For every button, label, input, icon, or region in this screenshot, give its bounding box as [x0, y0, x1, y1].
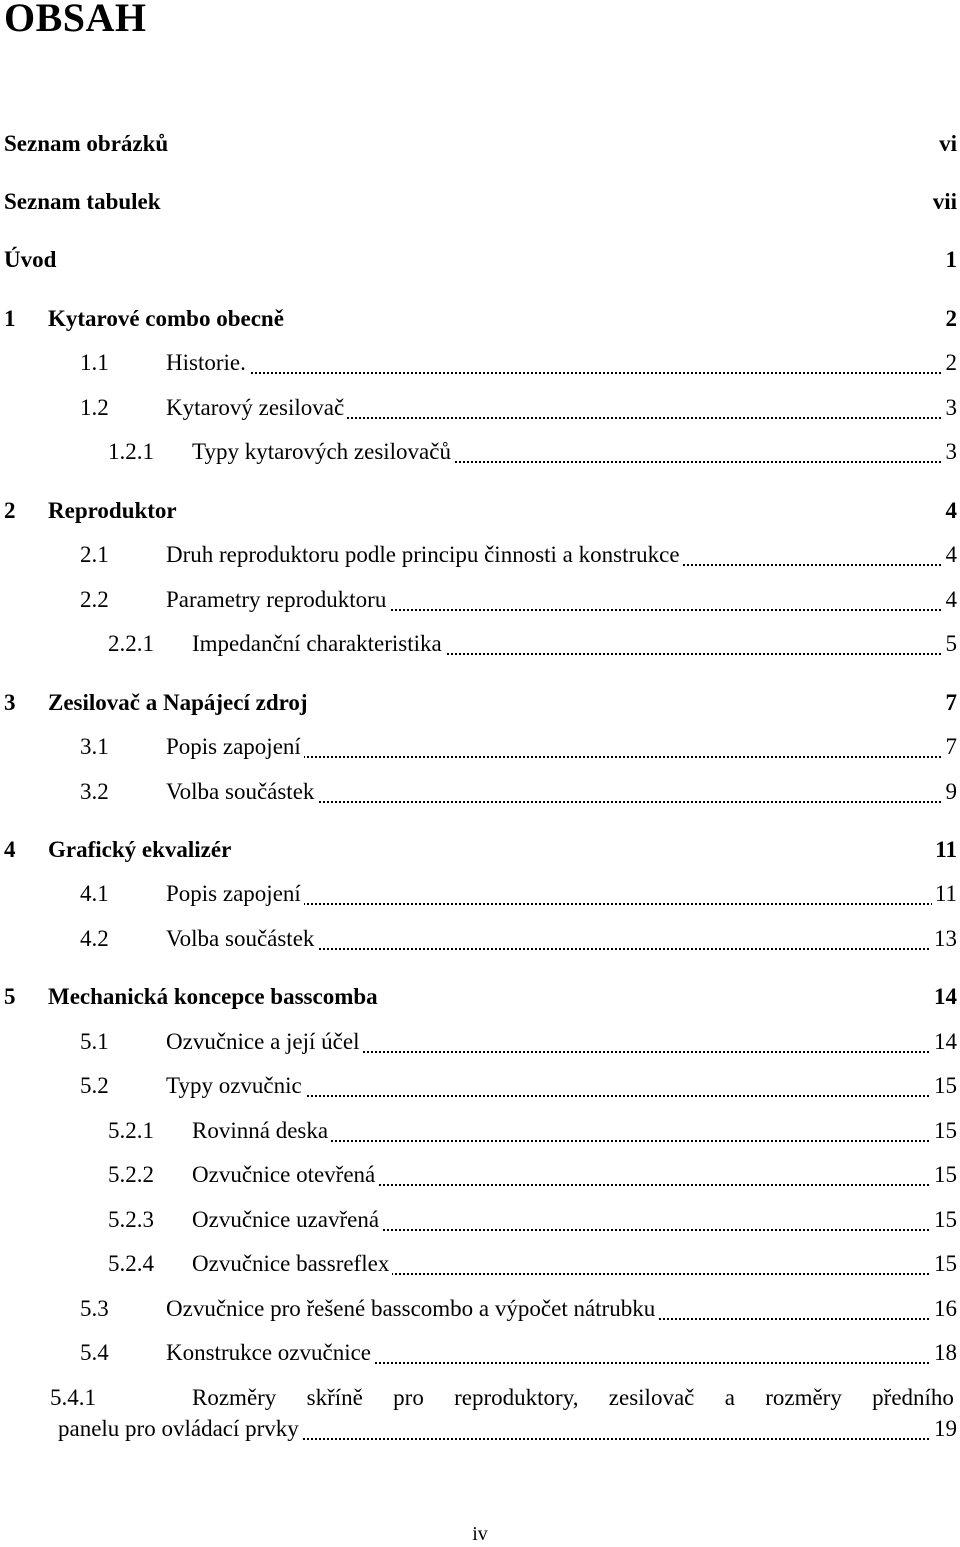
- toc-entry-page: 4: [943, 540, 958, 570]
- toc-word: a: [724, 1385, 735, 1410]
- toc-entry-page: 15: [931, 1249, 957, 1279]
- toc-entry-title: Mechanická koncepce basscomba: [48, 982, 381, 1012]
- toc-entry-5-4-1[interactable]: [0, 1383, 957, 1417]
- toc-entry-title: Kytarový zesilovač: [166, 393, 347, 423]
- toc-entry[interactable]: [0, 1249, 960, 1283]
- toc-entry[interactable]: [0, 393, 960, 427]
- toc-leader-dots: [166, 370, 957, 374]
- toc-entry-number: 4.1: [80, 881, 109, 906]
- toc-entry-title: Popis zapojení: [166, 732, 304, 762]
- toc-entry-5-4-1-continued[interactable]: [58, 1414, 957, 1448]
- toc-entry-title: Zesilovač a Napájecí zdroj: [48, 688, 311, 718]
- toc-entry[interactable]: [0, 496, 960, 530]
- toc-entry[interactable]: [0, 982, 960, 1016]
- toc-entry[interactable]: [0, 879, 960, 913]
- toc-entry-title: Seznam tabulek: [4, 187, 164, 217]
- toc-entry-page: 9: [943, 777, 958, 807]
- toc-entry-number: 3.2: [80, 779, 109, 804]
- toc-entry-page: 2: [943, 348, 958, 378]
- toc-entry-title: Ozvučnice uzavřená: [192, 1205, 382, 1235]
- toc-entry-title: Volba součástek: [166, 924, 317, 954]
- toc-entry-page: 15: [931, 1205, 957, 1235]
- toc-entry[interactable]: [0, 348, 960, 382]
- toc-entry-title: Grafický ekvalizér: [48, 835, 234, 865]
- toc-word: skříně: [306, 1385, 363, 1410]
- toc-entry-page: 4: [943, 496, 958, 526]
- toc-entry-number: 5.2.3: [108, 1207, 154, 1232]
- toc-entry-number: 5: [4, 984, 16, 1009]
- toc-entry[interactable]: [0, 245, 960, 279]
- toc-entry-number: 5.1: [80, 1029, 109, 1054]
- toc-entry[interactable]: [0, 1116, 960, 1150]
- toc-entry-number: 5.2: [80, 1073, 109, 1098]
- toc-entry[interactable]: [0, 732, 960, 766]
- toc-entry-number: 3.1: [80, 734, 109, 759]
- toc-entry-number: 3: [4, 690, 16, 715]
- toc-entry-page: 3: [943, 437, 958, 467]
- toc-entry-page: 14: [931, 1027, 957, 1057]
- toc-word: předního: [872, 1385, 954, 1410]
- toc-entry[interactable]: [0, 304, 960, 338]
- toc-entry[interactable]: [0, 777, 960, 811]
- toc-entry[interactable]: [0, 924, 960, 958]
- toc-entry-title: Popis zapojení: [166, 879, 304, 909]
- toc-entry-title: Reproduktor: [48, 496, 180, 526]
- toc-entry[interactable]: [0, 1205, 960, 1239]
- toc-entry-number: 1.2.1: [108, 439, 154, 464]
- toc-entry-page: 11: [932, 879, 957, 909]
- toc-entry-page: 5: [943, 629, 958, 659]
- toc-entry-page: vi: [936, 129, 957, 159]
- toc-entry-page: 14: [931, 982, 957, 1012]
- toc-entry-title: Historie.: [166, 348, 249, 378]
- toc-entry-number: 2.1: [80, 542, 109, 567]
- toc-word: rozměry: [765, 1385, 842, 1410]
- toc-entry-title: Ozvučnice bassreflex: [192, 1249, 392, 1279]
- toc-entry-number: 4: [4, 837, 16, 862]
- toc-entry-page: 16: [931, 1294, 957, 1324]
- toc-entry-title: Ozvučnice otevřená: [192, 1160, 378, 1190]
- toc-entry[interactable]: [0, 437, 960, 471]
- toc-entry[interactable]: [0, 835, 960, 869]
- toc-entry-page: 7: [943, 688, 958, 718]
- toc-entry-page: 4: [943, 585, 958, 615]
- toc-entry-title: Konstrukce ozvučnice: [166, 1338, 374, 1368]
- toc-entry-number: 2.2: [80, 587, 109, 612]
- toc-entry-number: 5.3: [80, 1296, 109, 1321]
- toc-entry-title: Impedanční charakteristika: [192, 629, 445, 659]
- toc-entry-title: Volba součástek: [166, 777, 317, 807]
- toc-entry-number: 5.2.1: [108, 1118, 154, 1143]
- page-title: OBSAH: [4, 0, 147, 40]
- toc-entry-page: 13: [931, 924, 957, 954]
- toc-entry-title: Seznam obrázků: [4, 129, 171, 159]
- toc-word: reproduktory,: [454, 1385, 579, 1410]
- toc-entry-page: 19: [931, 1414, 957, 1444]
- toc-entry-number: 1.1: [80, 350, 109, 375]
- toc-entry-title: Úvod: [4, 245, 59, 275]
- toc-word: zesilovač: [608, 1385, 695, 1410]
- toc-entry-title: Typy kytarových zesilovačů: [192, 437, 454, 467]
- toc-entry-title: Rovinná deska: [192, 1116, 331, 1146]
- toc-entry-title: Kytarové combo obecně: [48, 304, 287, 334]
- toc-entry[interactable]: [0, 187, 960, 221]
- toc-entry[interactable]: [0, 688, 960, 722]
- toc-entry-title: Typy ozvučnic: [166, 1071, 305, 1101]
- toc-entry[interactable]: [0, 1027, 960, 1061]
- toc-entry-text-line2: panelu pro ovládací prvky: [58, 1414, 302, 1444]
- toc-word: pro: [393, 1385, 424, 1410]
- toc-entry-page: 18: [931, 1338, 957, 1368]
- toc-entry[interactable]: [0, 1294, 960, 1328]
- toc-entry-number: 5.2.4: [108, 1251, 154, 1276]
- toc-entry-page: 11: [932, 835, 957, 865]
- toc-entry-number: 5.4.1: [50, 1385, 96, 1410]
- toc-entry-page: 3: [943, 393, 958, 423]
- toc-entry-number: 4.2: [80, 926, 109, 951]
- toc-entry-text-line1: [192, 1383, 954, 1413]
- toc-word: Rozměry: [192, 1385, 277, 1410]
- toc-entry-title: Ozvučnice a její účel: [166, 1027, 362, 1057]
- toc-entry-page: vii: [930, 187, 957, 217]
- toc-entry-page: 1: [943, 245, 958, 275]
- toc-entry-page: 2: [943, 304, 958, 334]
- toc-entry-title: Druh reproduktoru podle principu činnosti a konstrukce: [166, 540, 683, 570]
- toc-entry[interactable]: [0, 1338, 960, 1372]
- toc-entry[interactable]: [0, 540, 960, 574]
- toc-entry-number: 1.2: [80, 395, 109, 420]
- toc-entry[interactable]: [0, 129, 960, 163]
- toc-entry-page: 15: [931, 1071, 957, 1101]
- toc-entry-number: 5.4: [80, 1340, 109, 1365]
- toc-entry-number: 5.2.2: [108, 1162, 154, 1187]
- page-number-footer: iv: [472, 1523, 488, 1545]
- toc-entry-number: 2.2.1: [108, 631, 154, 656]
- toc-entry-page: 15: [931, 1116, 957, 1146]
- toc-entry-number: 2: [4, 498, 16, 523]
- toc-entry-page: 7: [943, 732, 958, 762]
- toc-entry-title: Parametry reproduktoru: [166, 585, 389, 615]
- toc-entry[interactable]: [0, 629, 960, 663]
- toc-entry[interactable]: [0, 585, 960, 619]
- toc-entry-page: 15: [931, 1160, 957, 1190]
- toc-entry[interactable]: [0, 1071, 960, 1105]
- toc-entry[interactable]: [0, 1160, 960, 1194]
- toc-entry-number: 1: [4, 306, 16, 331]
- toc-entry-title: Ozvučnice pro řešené basscombo a výpočet nátrubku: [166, 1294, 658, 1324]
